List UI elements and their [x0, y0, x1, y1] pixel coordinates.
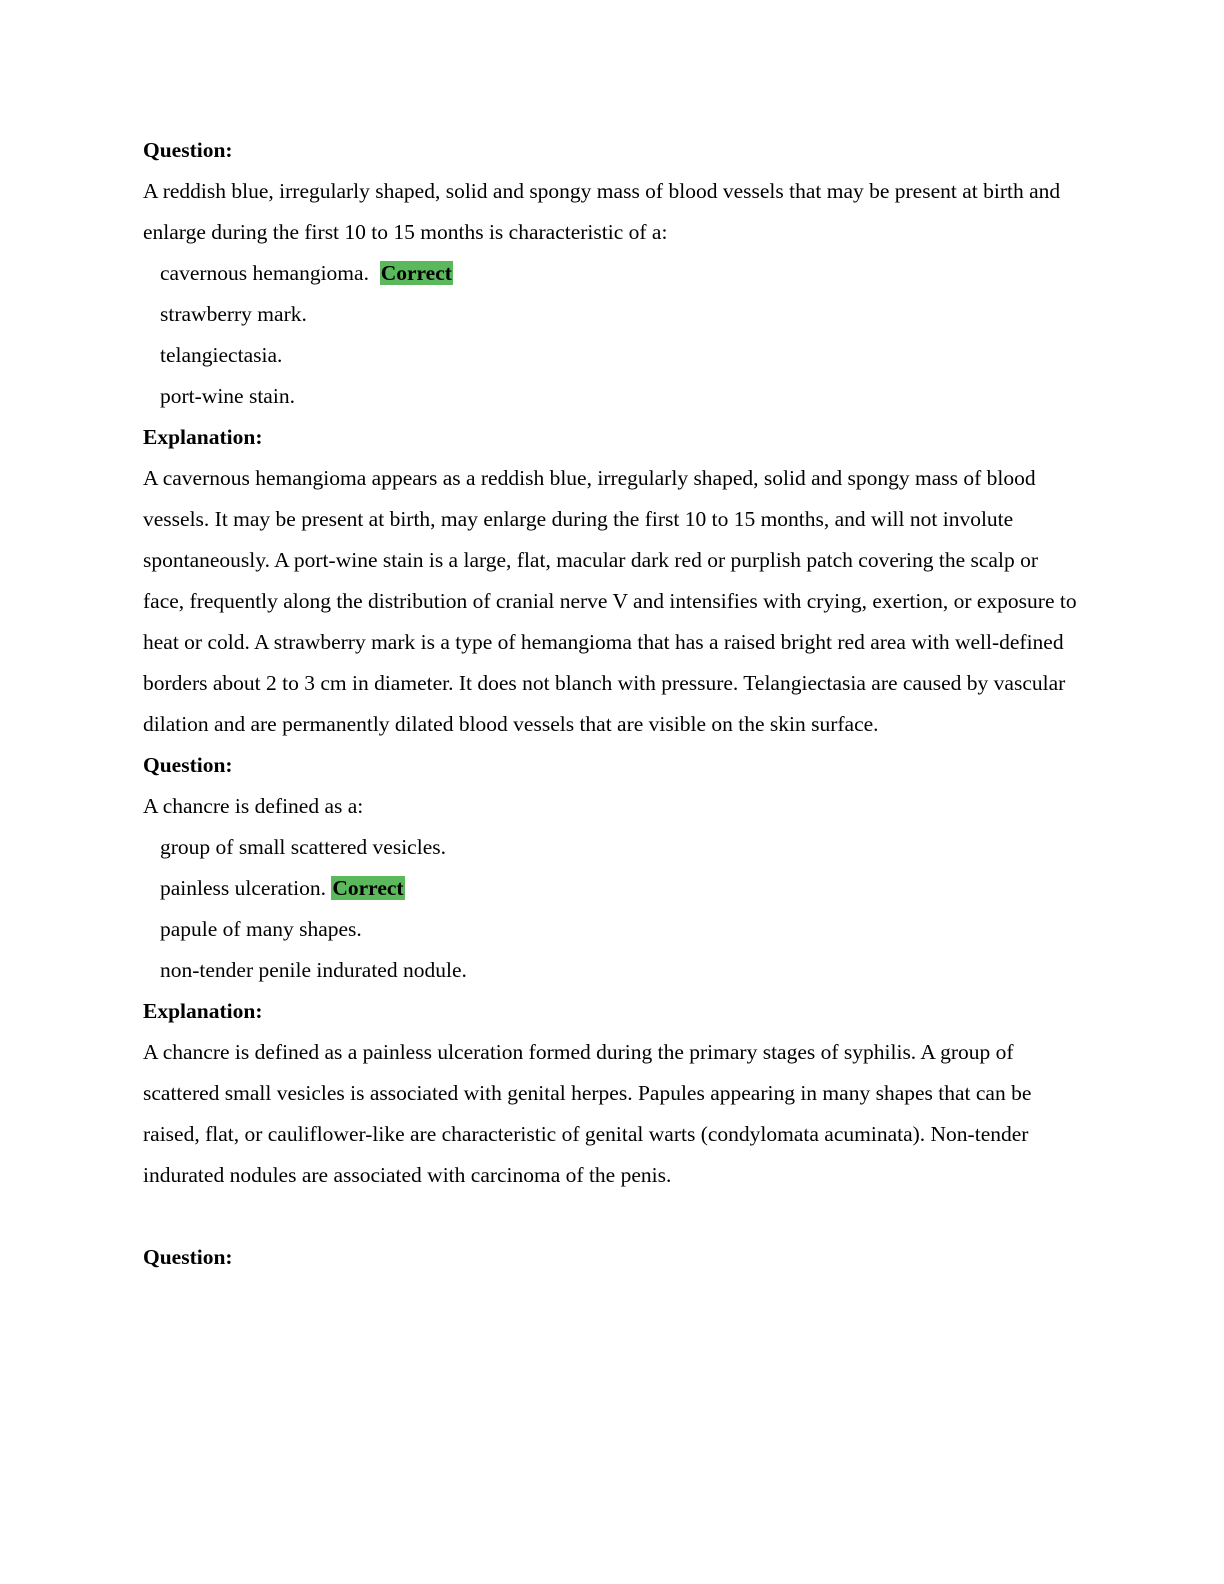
- answer-option: [143, 335, 1083, 376]
- correct-badge: Correct: [332, 876, 404, 900]
- document-page: [143, 130, 1083, 1278]
- explanation-label: Explanation:: [143, 425, 263, 449]
- answer-options: [143, 253, 1083, 417]
- correct-badge: Correct: [380, 261, 452, 285]
- explanation-text: A chancre is defined as a painless ulceration formed during the primary stages of syphilis. A group of scattered small vesicles is associated with genital herpes. Papules appearing in many shapes that can be raised, flat, or cauliflower-like are characteristic of genital warts (condylomata acuminata). Non-tender indurated nodules are associated with carcinoma of the penis.: [143, 1040, 1032, 1187]
- question-text: A reddish blue, irregularly shaped, solid and spongy mass of blood vessels that may be present at birth and enlarge during the first 10 to 15 months is characteristic of a:: [143, 179, 1061, 244]
- question-block-1: [143, 130, 1083, 745]
- answer-option: [143, 376, 1083, 417]
- question-block-2: [143, 745, 1083, 1196]
- answer-option: [143, 950, 1083, 991]
- answer-option: [143, 868, 1083, 909]
- answer-option: [143, 253, 1083, 294]
- option-text: port-wine stain.: [160, 384, 295, 408]
- explanation-label: Explanation:: [143, 999, 263, 1023]
- option-text: strawberry mark.: [160, 302, 307, 326]
- question-text: A chancre is defined as a:: [143, 794, 364, 818]
- explanation-text: A cavernous hemangioma appears as a reddish blue, irregularly shaped, solid and spongy mass of blood vessels. It may be present at birth, may enlarge during the first 10 to 15 months, and will not involute spontaneously. A port-wine stain is a large, flat, macular dark red or purplish patch covering the scalp or face, frequently along the distribution of cranial nerve V and intensifies with crying, exertion, or exposure to heat or cold. A strawberry mark is a type of hemangioma that has a raised bright red area with well-defined borders about 2 to 3 cm in diameter. It does not blanch with pressure. Telangiectasia are caused by vascular dilation and are permanently dilated blood vessels that are visible on the skin surface.: [143, 466, 1077, 736]
- question-label: Question:: [143, 753, 233, 777]
- option-text: papule of many shapes.: [160, 917, 362, 941]
- option-text: group of small scattered vesicles.: [160, 835, 446, 859]
- option-text: cavernous hemangioma.: [160, 261, 369, 285]
- option-text: non-tender penile indurated nodule.: [160, 958, 467, 982]
- answer-option: [143, 909, 1083, 950]
- option-text: telangiectasia.: [160, 343, 283, 367]
- option-text: painless ulceration.: [160, 876, 326, 900]
- trailing-question-label: Question:: [143, 1245, 233, 1269]
- question-label: Question:: [143, 138, 233, 162]
- answer-options: [143, 827, 1083, 991]
- answer-option: [143, 294, 1083, 335]
- answer-option: [143, 827, 1083, 868]
- paragraph-spacer: [143, 1196, 1083, 1237]
